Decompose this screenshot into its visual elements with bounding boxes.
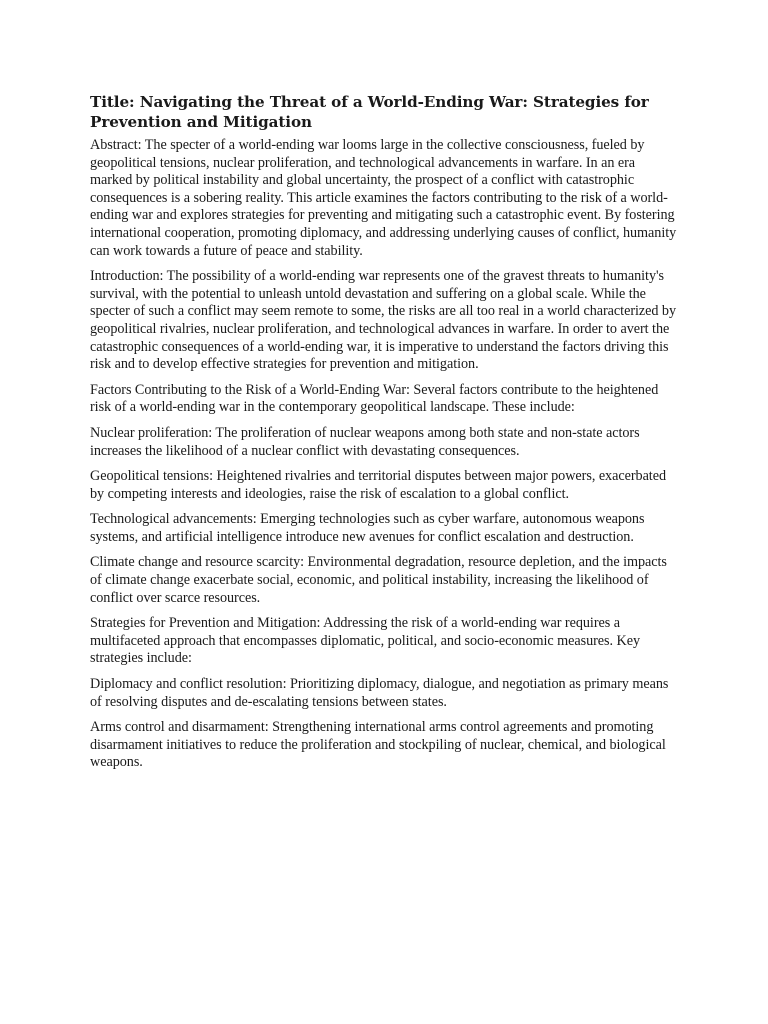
document-page xyxy=(90,92,680,780)
strategies-paragraph: Strategies for Prevention and Mitigation: Addressing the risk of a world-ending war requires a multifaceted approach that encompasses diplomatic, political, and socio-economic measures. Key strategies include: xyxy=(90,615,640,667)
abstract-paragraph: Abstract: The specter of a world-ending war looms large in the collective consciousness, fueled by geopolitical tensions, nuclear proliferation, and technological advancements in warfare. In an era marked by political instability and global uncertainty, the prospect of a conflict with catastrophic consequences is a sobering reality. This article examines the factors contributing to the risk of a world-ending war and explores strategies for preventing and mitigating such a catastrophic event. By fostering international cooperation, promoting diplomacy, and addressing underlying causes of conflict, humanity can work towards a future of peace and stability. xyxy=(90,137,677,259)
introduction-paragraph: Introduction: The possibility of a world-ending war represents one of the gravest threats to humanity's survival, with the potential to unleash untold devastation and suffering on a global scale. While the specter of such a conflict may seem remote to some, the risks are all too real in a world characterized by geopolitical rivalries, nuclear proliferation, and technological advances in warfare. In order to avert the catastrophic consequences of a world-ending war, it is imperative to understand the factors driving this risk and to develop effective strategies for prevention and mitigation. xyxy=(90,268,677,373)
factors-paragraph: Factors Contributing to the Risk of a World-Ending War: Several factors contribute to the heightened risk of a world-ending war in the contemporary geopolitical landscape. These include: xyxy=(90,381,659,416)
geopolitical-tensions-paragraph: Geopolitical tensions: Heightened rivalries and territorial disputes between major powers, exacerbated by competing interests and ideologies, raise the risk of escalation to a global conflict. xyxy=(90,468,666,502)
technological-advancements-paragraph: Technological advancements: Emerging technologies such as cyber warfare, autonomous weapons systems, and artificial intelligence introduce new avenues for conflict escalation and destruction. xyxy=(90,511,645,545)
diplomacy-paragraph: Diplomacy and conflict resolution: Prioritizing diplomacy, dialogue, and negotiation as primary means of resolving disputes and de-escalating tensions between states. xyxy=(90,676,669,710)
arms-control-paragraph: Arms control and disarmament: Strengthening international arms control agreements and promoting disarmament initiatives to reduce the proliferation and stockpiling of nuclear, chemical, and biological weapons. xyxy=(90,719,666,771)
document-title: Title: Navigating the Threat of a World-Ending War: Strategies for Prevention and Mitigation xyxy=(90,93,649,131)
nuclear-proliferation-paragraph: Nuclear proliferation: The proliferation of nuclear weapons among both state and non-state actors increases the likelihood of a nuclear conflict with devastating consequences. xyxy=(90,424,640,459)
climate-change-paragraph: Climate change and resource scarcity: Environmental degradation, resource depletion, and the impacts of climate change exacerbate social, economic, and political instability, increasing the likelihood of conflict over scarce resources. xyxy=(90,554,667,606)
